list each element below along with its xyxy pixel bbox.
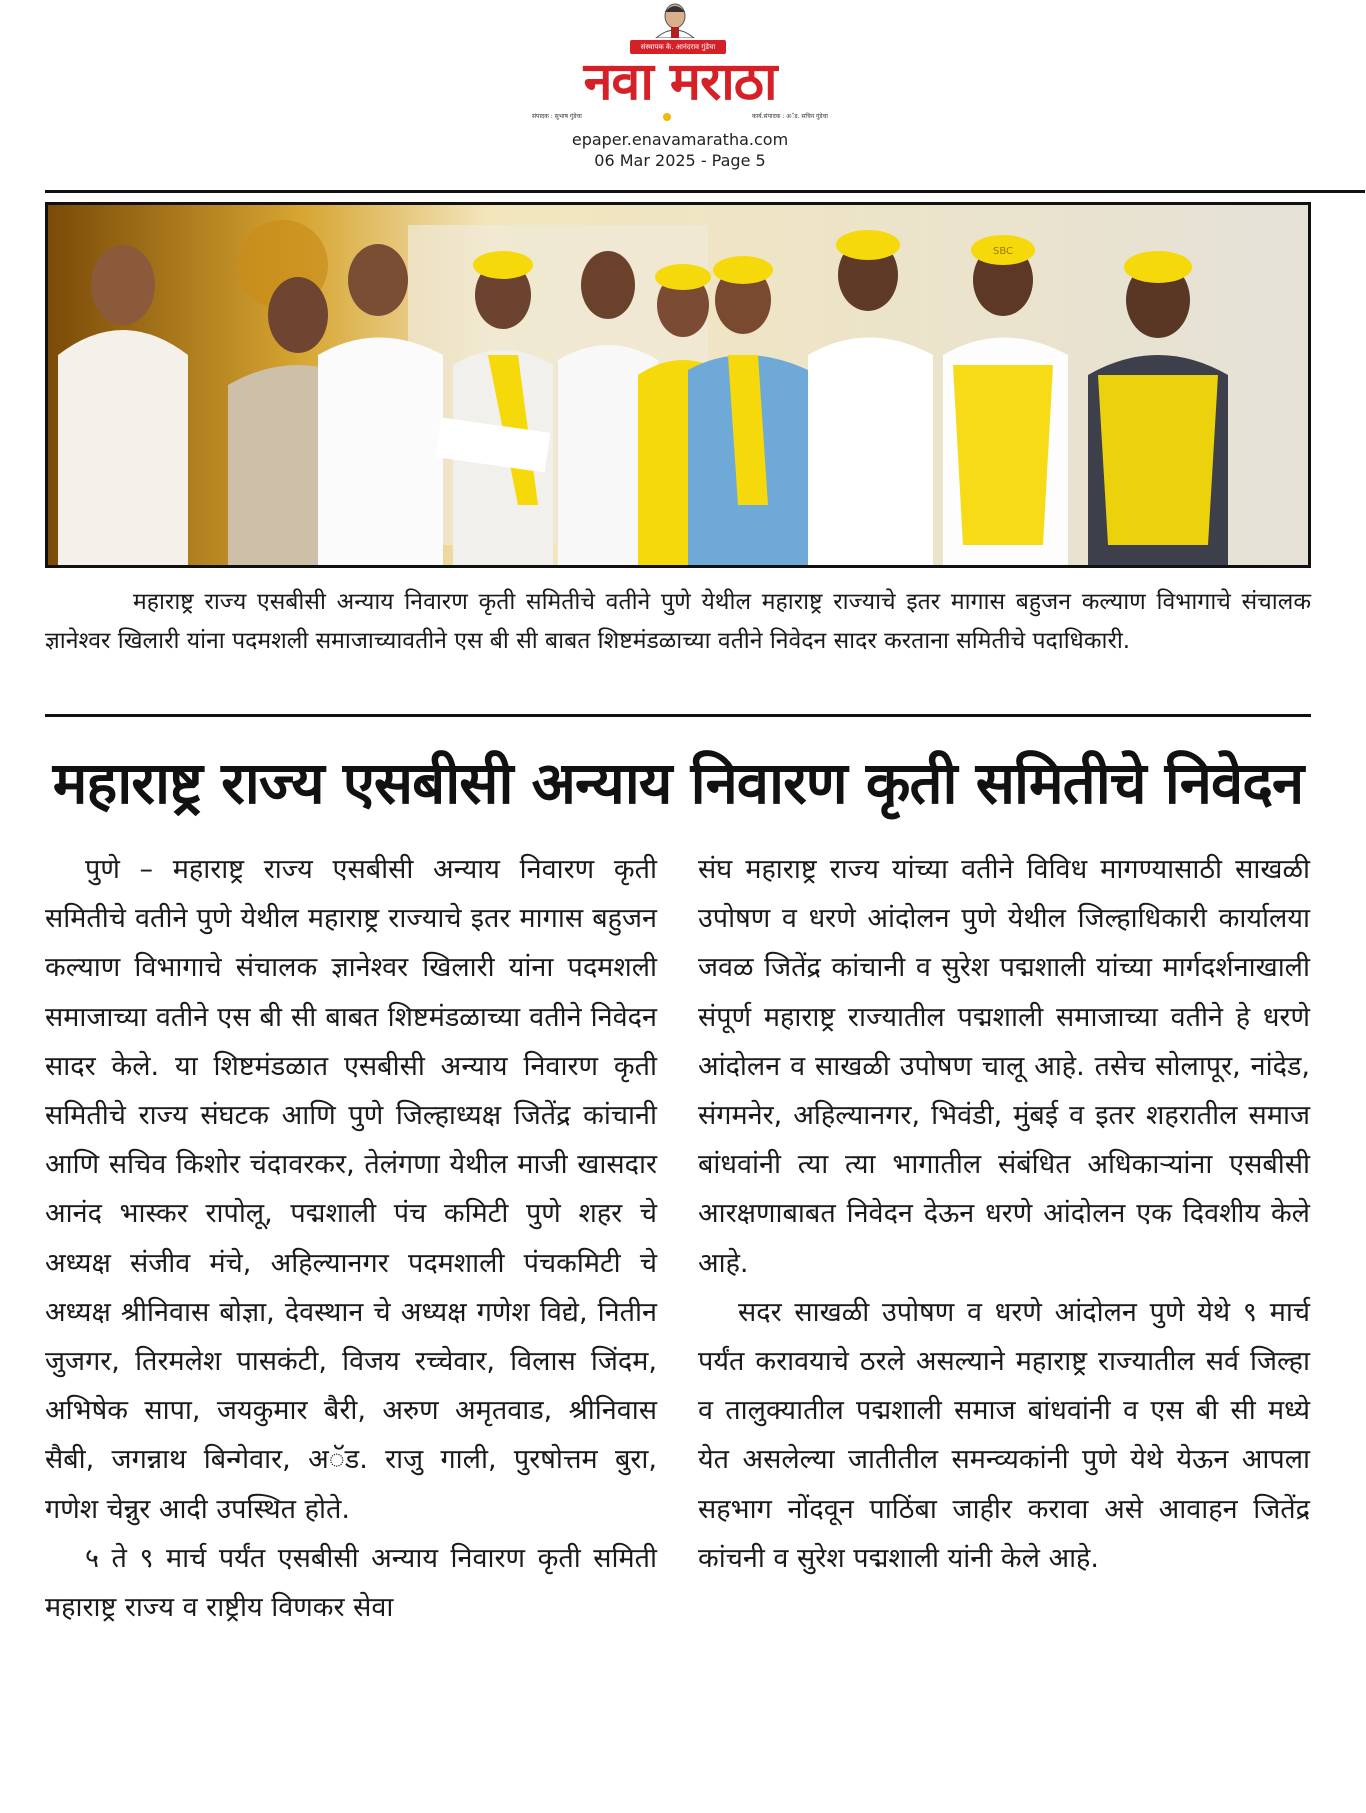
article-column-right xyxy=(698,845,1310,1583)
caption-divider xyxy=(45,714,1311,717)
exec-editor-credit: कार्य.संपादक : अॅड. सचिन गुंडेचा xyxy=(752,113,828,120)
article-paragraph: संघ महाराष्ट्र राज्य यांच्या वतीने विविध मागण्यासाठी साखळी उपोषण व धरणे आंदोलन पुणे येथील जिल्हाधिकारी कार्यालया जवळ जितेंद्र कांचानी व सुरेश पद्मशाली यांच्या मार्गदर्शनाखाली संपूर्ण महाराष्ट्र राज्यातील पद्मशाली समाजाच्या वतीने हे धरणे आंदोलन व साखळी उपोषण चालू आहे. तसेच सोलापूर, नांदेड, संगमनेर, अहिल्यानगर, भिवंडी, मुंबई व इतर शहरातील समाज बांधवांनी त्या त्या भागातील संबंधित अधिकाऱ्यांना एसबीसी आरक्षणाबाबत निवेदन देऊन धरणे आंदोलन एक दिवशीय केले आहे. xyxy=(698,854,1310,1279)
cap-label: SBC xyxy=(992,246,1014,257)
article-paragraph: सदर साखळी उपोषण व धरणे आंदोलन पुणे येथे ९ मार्च पर्यंत करावयाचे ठरले असल्याने महाराष्ट्र राज्यातील सर्व जिल्हा व तालुक्यातील पद्मशाली समाज बांधवांनी व एस बी सी मध्ये येत असलेल्या जातीतील समन्व्यकांनी पुणे येथे येऊन आपला सहभाग नोंदवून पाठिंबा जाहीर करावा असे आवाहन जितेंद्र कांचनी व सुरेश पद्मशाली यांनी केले आहे. xyxy=(698,1296,1310,1574)
photo-caption: महाराष्ट्र राज्य एसबीसी अन्याय निवारण कृती समितीचे वतीने पुणे येथील महाराष्ट्र राज्याचे इतर मागास बहुजन कल्याण विभागाचे संचालक ज्ञानेश्वर खिलारी यांना पदमशली समाजाच्यावतीने एस बी सी बाबत शिष्टमंडळाच्या वतीने निवेदन सादर करताना समितीचे पदाधिकारी. xyxy=(45,589,1311,654)
masthead xyxy=(530,0,830,128)
founder-portrait-icon xyxy=(648,2,702,38)
news-photo xyxy=(45,202,1311,568)
article-headline: महाराष्ट्र राज्य एसबीसी अन्याय निवारण कृती समितीचे निवेदन xyxy=(52,749,1304,817)
top-divider xyxy=(45,190,1365,193)
epaper-url[interactable]: epaper.enavamaratha.com xyxy=(571,130,789,149)
masthead-credits xyxy=(532,112,828,122)
editor-credit: संपादक : सुभाष गुंडेचा xyxy=(532,113,582,120)
article-column-left xyxy=(45,845,657,1632)
group-photo-icon xyxy=(48,205,1308,565)
masthead-tagline: संस्थापक के. आनंदराव गुंडेचा xyxy=(630,40,726,54)
sun-icon xyxy=(663,113,671,121)
article-paragraph: पुणे – महाराष्ट्र राज्य एसबीसी अन्याय निवारण कृती समितीचे वतीने पुणे येथील महाराष्ट्र राज्याचे इतर मागास बहुजन कल्याण विभागाचे संचालक ज्ञानेश्वर खिलारी यांना पदमशली समाजाच्या वतीने एस बी सी बाबत शिष्टमंडळाच्या वतीने निवेदन सादर केले. या शिष्टमंडळात एसबीसी अन्याय निवारण कृती समितीचे राज्य संघटक आणि पुणे जिल्हाध्यक्ष जितेंद्र कांचानी आणि सचिव किशोर चंदावरकर, तेलंगणा येथील माजी खासदार आनंद भास्कर रापोलू, पद्मशाली पंच कमिटी पुणे शहर चे अध्यक्ष संजीव मंचे, अहिल्यानगर पदमशाली पंचकमिटी चे अध्यक्ष श्रीनिवास बोज्ञा, देवस्थान चे अध्यक्ष गणेश विद्ये, नितीन जुजगर, तिरमलेश पासकंटी, विजय रच्चेवार, विलास जिंदम, अभिषेक सापा, जयकुमार बैरी, अरुण अमृतवाड, श्रीनिवास सैबी, जगन्नाथ बिन्गेवार, अॅड. राजु गाली, पुरषोत्तम बुरा, गणेश चेन्नुर आदी उपस्थित होते. xyxy=(45,854,657,1525)
edition-date-page: 06 Mar 2025 - Page 5 xyxy=(594,151,766,170)
newspaper-logo: नवा मराठा xyxy=(583,52,777,112)
article-paragraph: ५ ते ९ मार्च पर्यंत एसबीसी अन्याय निवारण कृती समिती महाराष्ट्र राज्य व राष्ट्रीय विणकर सेवा xyxy=(45,1542,657,1624)
